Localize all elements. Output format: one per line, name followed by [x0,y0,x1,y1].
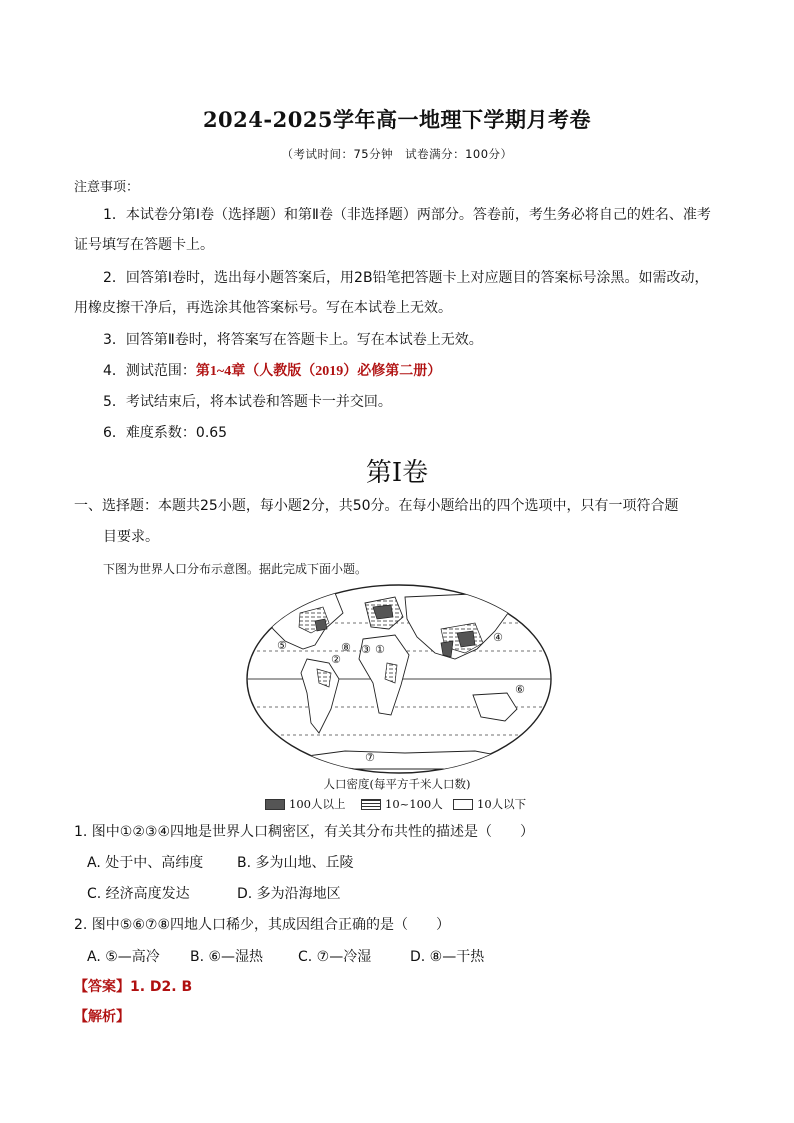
marker-1: ① [375,643,385,656]
question-2-option-d: D. ⑧—干热 [410,949,485,965]
marker-2: ② [331,653,341,666]
marker-7: ⑦ [365,751,375,764]
legend-label-low: 10人以下 [477,797,527,811]
section-instructions-line-1: 一、选择题：本题共25小题，每小题2分，共50分。在每小题给出的四个选项中，只有一项符合题 [74,498,679,514]
legend-item-low [453,796,526,812]
answer [74,976,192,996]
question-2-stem: 2. 图中⑤⑥⑦⑧四地人口稀少，其成因组合正确的是（ ） [74,917,451,933]
notice-label: 注意事项： [74,180,140,195]
marker-3: ③ [361,643,371,656]
legend-item-high [265,796,345,812]
section-title: 第Ⅰ卷 [365,458,429,488]
question-1-option-d: D. 多为沿海地区 [237,886,341,902]
question-1-stem: 1. 图中①②③④四地是世界人口稠密区，有关其分布共性的描述是（ ） [74,824,535,840]
question-1-option-c: C. 经济高度发达 [87,886,190,902]
world-population-map [245,583,553,775]
notice-item-1-line-2: 证号填写在答题卡上。 [74,237,214,253]
map-intro: 下图为世界人口分布示意图。据此完成下面小题。 [103,562,368,576]
legend-item-medium [361,796,443,812]
answer-value: 1. D2. B [130,979,193,995]
notice-item-2-line-1: 2．回答第Ⅰ卷时，选出每小题答案后，用2B铅笔把答题卡上对应题目的答案标号涂黑。如需改动， [103,270,709,286]
legend-swatch-medium [361,799,381,810]
question-1-option-a: A. 处于中、高纬度 [87,855,204,871]
question-2-option-b: B. ⑥—湿热 [190,949,264,965]
notice-item-3: 3．回答第Ⅱ卷时，将答案写在答题卡上。写在本试卷上无效。 [103,332,483,348]
notice-item-6: 6．难度系数：0.65 [103,425,228,441]
exam-info: （考试时间：75分钟 试卷满分：100分） [281,147,513,161]
marker-8: ⑧ [341,641,351,654]
notice-item-4-prefix: 4．测试范围： [103,363,196,379]
analysis-label: 【解析】 [74,1009,130,1025]
question-2-option-c: C. ⑦—冷湿 [298,949,372,965]
notice-item-1-line-1: 1．本试卷分第Ⅰ卷（选择题）和第Ⅱ卷（非选择题）两部分。答卷前，考生务必将自己的姓名、准考 [103,207,711,223]
legend-swatch-high [265,799,285,810]
notice-item-2-line-2: 用橡皮擦干净后，再选涂其他答案标号。写在本试卷上无效。 [74,300,452,316]
marker-6: ⑥ [515,683,525,696]
legend-label-medium: 10~100人 [385,797,443,811]
question-2-option-a: A. ⑤—高冷 [87,949,160,965]
legend-title: 人口密度(每平方千米人口数) [323,777,471,791]
notice-item-4 [103,360,441,383]
test-range: 第1~4章（人教版（2019）必修第二册） [195,364,442,379]
page-title: 2024-2025学年高一地理下学期月考卷 [202,107,592,132]
notice-item-5: 5．考试结束后，将本试卷和答题卡一并交回。 [103,394,392,410]
section-instructions-line-2: 目要求。 [103,529,159,545]
question-1-option-b: B. 多为山地、丘陵 [237,855,354,871]
marker-5: ⑤ [277,639,287,652]
legend-swatch-low [453,799,473,810]
legend-label-high: 100人以上 [289,797,346,811]
answer-label: 【答案】 [74,979,130,995]
marker-4: ④ [493,631,503,644]
